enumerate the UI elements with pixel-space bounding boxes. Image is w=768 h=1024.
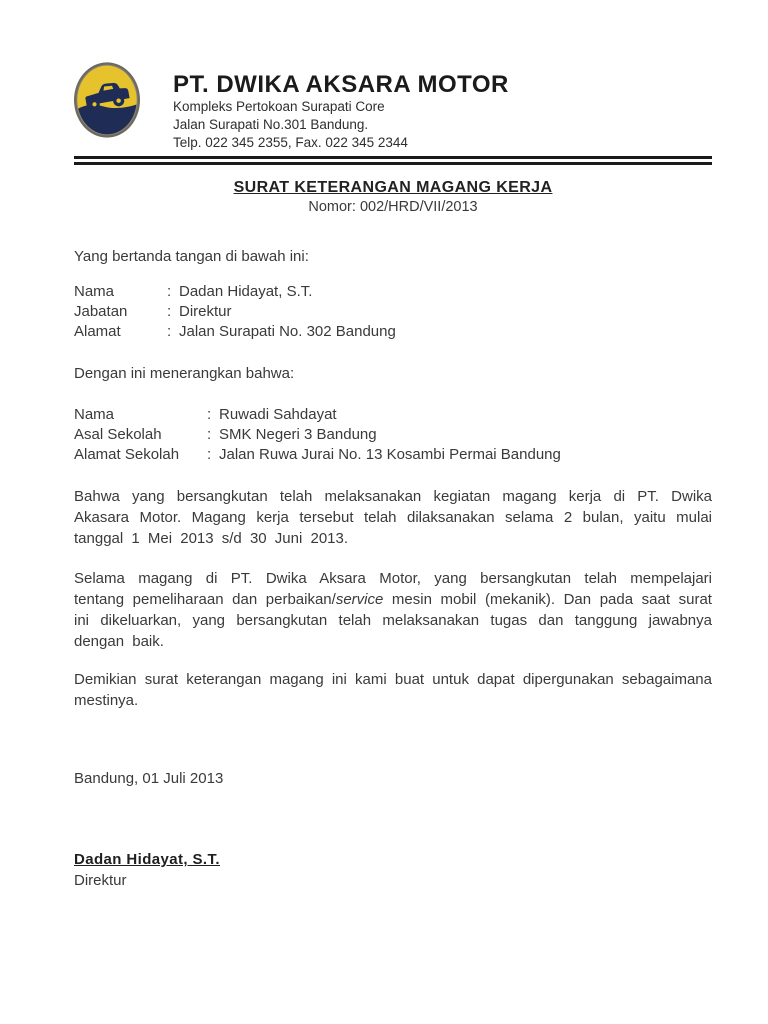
field-value: Ruwadi Sahdayat — [219, 406, 337, 423]
field-row-alamat-sekolah — [74, 445, 712, 465]
field-separator: : — [167, 303, 172, 320]
field-label: Nama — [74, 283, 115, 300]
paragraph-closing: Demikian surat keterangan magang ini kami buat untuk dapat dipergunakan sebagaimana mestinya. — [74, 671, 712, 709]
letter-title: SURAT KETERANGAN MAGANG KERJA — [233, 179, 553, 196]
field-label: Nama — [74, 406, 115, 423]
paragraph-evaluation — [74, 568, 712, 652]
paragraph-evaluation-italic: service — [335, 591, 384, 608]
field-label: Jabatan — [74, 303, 128, 320]
letterhead — [74, 0, 712, 151]
field-row-alamat — [74, 322, 712, 342]
field-separator: : — [207, 406, 212, 423]
place-date: Bandung, 01 Juli 2013 — [74, 770, 224, 787]
field-value: SMK Negeri 3 Bandung — [219, 426, 377, 443]
field-separator: : — [167, 283, 172, 300]
field-label: Alamat Sekolah — [74, 446, 180, 463]
car-icon — [74, 62, 140, 138]
field-row-nama-siswa — [74, 405, 712, 425]
letterhead-divider — [74, 156, 712, 165]
paragraph-evaluation-pre: Selama magang di PT. Dwika Aksara Motor, yang bersangkutan telah mempelajari tentang pemeliharaan dan perbaikan/ — [74, 570, 712, 608]
company-address-line1: Kompleks Pertokoan Surapati Core — [173, 99, 385, 114]
field-separator: : — [207, 446, 212, 463]
company-name: PT. DWIKA AKSARA MOTOR — [173, 71, 509, 98]
letter-number: Nomor: 002/HRD/VII/2013 — [308, 199, 478, 215]
signature-name: Dadan Hidayat, S.T. — [74, 851, 220, 868]
field-label: Alamat — [74, 323, 121, 340]
field-separator: : — [207, 426, 212, 443]
company-info — [173, 62, 509, 151]
intro-line: Yang bertanda tangan di bawah ini: — [74, 248, 309, 265]
paragraph-evaluation-post: mesin mobil (mekanik). Dan pada saat surat ini dikeluarkan, yang bersangkutan telah melaksanakan tugas dan tanggung jawabnya dengan baik. — [74, 591, 712, 650]
field-separator: : — [167, 323, 172, 340]
company-logo — [74, 62, 140, 138]
signer-fields — [74, 282, 712, 342]
field-value: Jalan Ruwa Jurai No. 13 Kosambi Permai Bandung — [219, 446, 561, 463]
field-row-nama — [74, 282, 712, 302]
field-label: Asal Sekolah — [74, 426, 162, 443]
title-block — [74, 177, 712, 216]
declaration-line: Dengan ini menerangkan bahwa: — [74, 365, 295, 382]
student-fields — [74, 405, 712, 465]
company-address-line2: Jalan Surapati No.301 Bandung. — [173, 117, 369, 132]
signature-role: Direktur — [74, 872, 127, 889]
company-phone-fax: Telp. 022 345 2355, Fax. 022 345 2344 — [173, 135, 408, 150]
field-row-jabatan — [74, 302, 712, 322]
field-value: Jalan Surapati No. 302 Bandung — [179, 323, 396, 340]
field-row-asal-sekolah — [74, 425, 712, 445]
paragraph-internship: Bahwa yang bersangkutan telah melaksanakan kegiatan magang kerja di PT. Dwika Akasara Motor. Magang kerja tersebut telah dilaksanakan selama 2 bulan, yaitu mulai tanggal 1 Mei 2013 s/d 30 Juni 2013. — [74, 488, 712, 547]
field-value: Direktur — [179, 303, 232, 320]
field-value: Dadan Hidayat, S.T. — [179, 283, 313, 300]
